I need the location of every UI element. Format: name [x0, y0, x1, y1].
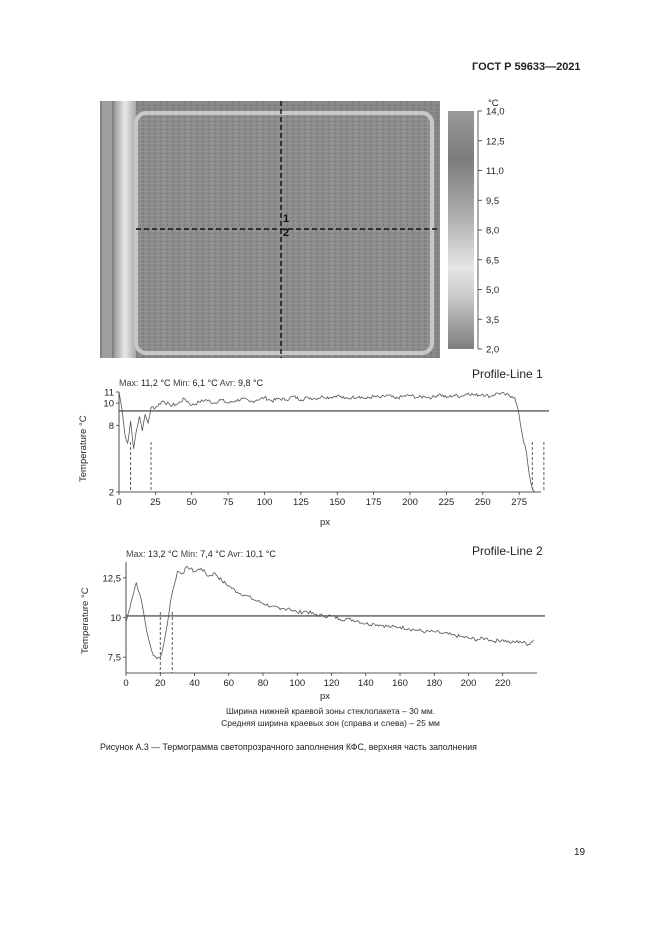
x-tick-label: 250 [474, 497, 491, 508]
y-tick-label: 8 [108, 420, 114, 432]
y-tick-label: 11 [104, 387, 114, 399]
x-tick-label: 275 [511, 497, 528, 508]
chart-title: Profile-Line 1 [472, 367, 543, 381]
series-line [119, 392, 535, 492]
note-line-2: Средняя ширина краевых зон (справа и слева) – 25 мм [221, 718, 440, 728]
y-axis-label: Temperature °C [80, 587, 91, 654]
x-tick-label: 140 [357, 678, 374, 689]
scale-unit: °C [488, 98, 499, 109]
x-tick-label: 75 [222, 497, 234, 508]
color-scale-bar [448, 111, 474, 349]
x-tick-label: 100 [256, 497, 273, 508]
y-tick-label: 2 [108, 487, 114, 499]
x-tick-label: 20 [154, 678, 166, 689]
standard-number: ГОСТ Р 59633—2021 [472, 61, 581, 73]
scale-tick-label: 5,0 [486, 285, 500, 296]
scale-tick-label: 3,5 [486, 314, 500, 326]
x-axis-label: px [320, 517, 331, 528]
x-tick-label: 200 [460, 678, 477, 689]
x-axis-label: px [320, 691, 331, 702]
x-tick-label: 40 [189, 678, 200, 689]
x-tick-label: 160 [392, 678, 408, 689]
x-tick-label: 200 [402, 497, 418, 508]
x-tick-label: 175 [365, 497, 382, 508]
scale-tick-label: 14,0 [486, 106, 505, 118]
profile-line-1-chart [76, 362, 556, 532]
y-tick-label: 7,5 [107, 652, 121, 664]
scale-tick-label: 12,5 [486, 136, 505, 148]
notes [0, 705, 661, 729]
scale-tick-label: 2,0 [486, 344, 500, 356]
x-tick-label: 80 [257, 678, 269, 689]
x-tick-label: 225 [438, 497, 455, 508]
x-tick-label: 100 [289, 678, 306, 689]
y-tick-label: 12,5 [102, 573, 121, 585]
chart-title: Profile-Line 2 [472, 544, 543, 558]
note-line-1: Ширина нижней краевой зоны стеклопакета – 30 мм. [225, 706, 436, 716]
line-1-label: 1 [283, 213, 290, 225]
x-tick-label: 120 [323, 678, 340, 689]
x-tick-label: 25 [150, 497, 161, 508]
chart-stats: Max: 13,2 °C Min: 7,4 °C Avr: 10,1 °C [126, 549, 276, 559]
y-tick-label: 10 [110, 613, 121, 624]
x-tick-label: 125 [292, 497, 309, 508]
scale-tick-label: 6,5 [486, 255, 500, 267]
scale-tick-label: 11,0 [486, 166, 504, 177]
profile-line-2-chart [76, 540, 556, 705]
x-tick-label: 150 [329, 497, 346, 508]
x-tick-label: 60 [223, 678, 235, 689]
chart-stats: Max: 11,2 °C Min: 6,1 °C Avr: 9,8 °C [119, 378, 264, 388]
scale-tick-label: 8,0 [486, 225, 500, 237]
thermogram-image [100, 101, 440, 358]
y-axis-label: Temperature °C [78, 415, 89, 482]
x-tick-label: 50 [186, 497, 198, 508]
temperature-scale [440, 98, 540, 361]
series-line [126, 567, 534, 659]
y-tick-label: 10 [103, 398, 114, 410]
figure-caption: Рисунок А.3 — Термограмма светопрозрачного заполнения КФС, верхняя часть заполнения [100, 742, 477, 752]
scale-tick-label: 9,5 [486, 195, 500, 207]
x-tick-label: 0 [116, 497, 122, 508]
line-2-label: 2 [283, 227, 290, 239]
x-tick-label: 220 [494, 678, 511, 689]
x-tick-label: 0 [123, 678, 129, 689]
x-tick-label: 180 [426, 678, 443, 689]
page-number: 19 [574, 847, 586, 858]
